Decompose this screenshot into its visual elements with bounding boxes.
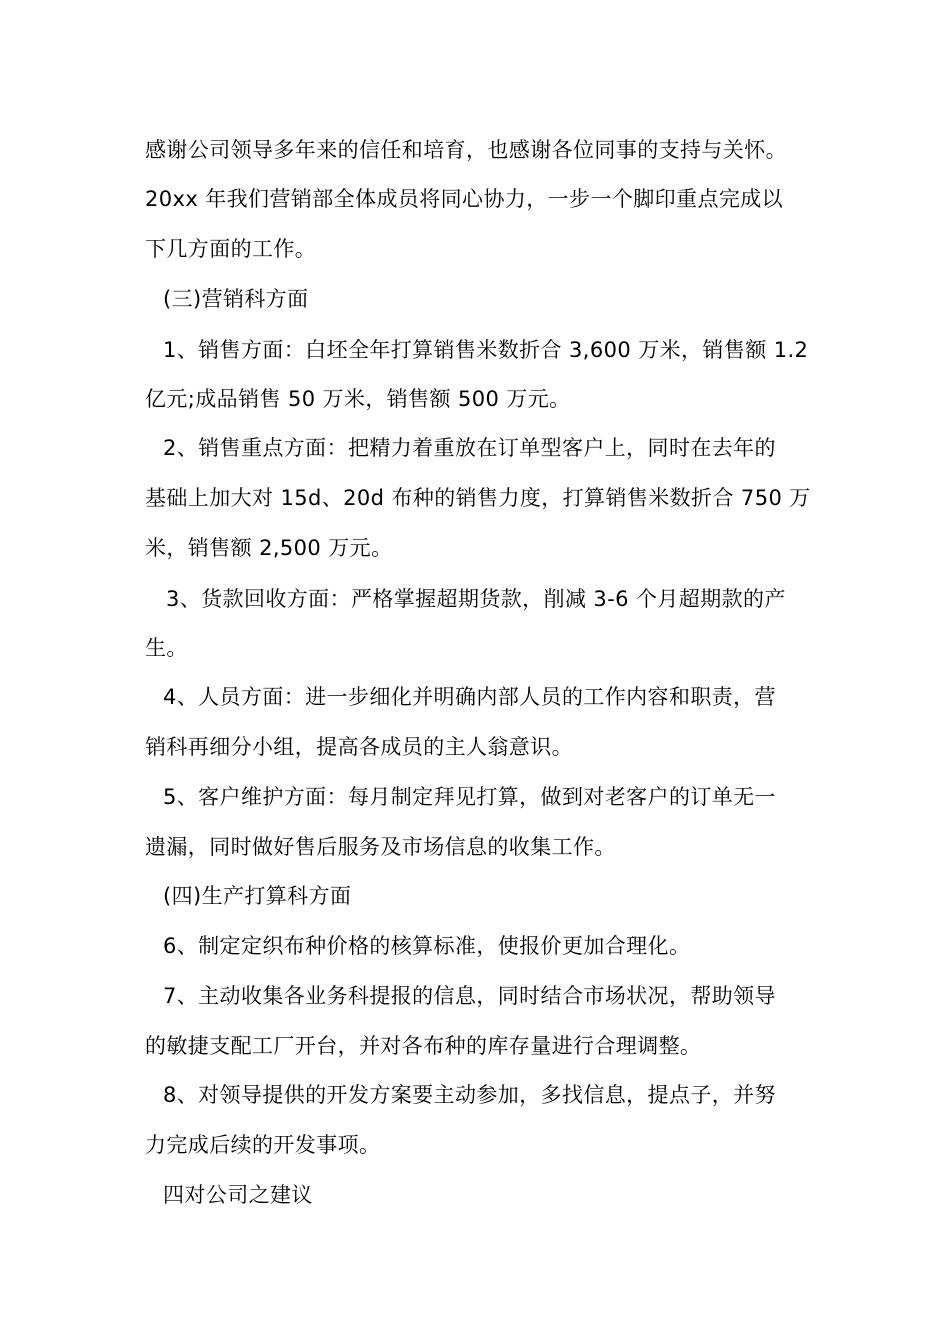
- text-line: 感谢公司领导多年来的信任和培育，也感谢各位同事的支持与关怀。: [145, 138, 787, 162]
- list-item: 2、销售重点方面：把精力着重放在订单型客户上，同时在去年的: [163, 436, 776, 460]
- text-line: 米，销售额 2,500 万元。: [145, 536, 393, 560]
- text-line: 20xx 年我们营销部全体成员将同心协力，一步一个脚印重点完成以: [145, 187, 784, 211]
- list-item: 4、人员方面：进一步细化并明确内部人员的工作内容和职责，营: [163, 685, 776, 709]
- text-line: 基础上加大对 15d、20d 布种的销售力度，打算销售米数折合 750 万: [145, 486, 811, 510]
- text-line: 的敏捷支配工厂开台，并对各布种的库存量进行合理调整。: [145, 1034, 702, 1058]
- list-item: 6、制定定织布种价格的核算标准，使报价更加合理化。: [163, 934, 691, 958]
- list-item: 1、销售方面：白坯全年打算销售米数折合 3,600 万米，销售额 1.2: [163, 338, 809, 362]
- list-item: 8、对领导提供的开发方案要主动参加，多找信息，提点子，并努: [163, 1083, 776, 1107]
- list-item: 5、客户维护方面：每月制定拜见打算，做到对老客户的订单无一: [163, 785, 776, 809]
- text-line: 销科再细分小组，提高各成员的主人翁意识。: [145, 735, 573, 759]
- section-heading: 四对公司之建议: [163, 1183, 313, 1207]
- text-line: 力完成后续的开发事项。: [145, 1133, 381, 1157]
- text-line: 生。: [145, 636, 188, 660]
- section-heading: (三)营销科方面: [163, 287, 309, 311]
- list-item: 3、货款回收方面：严格掌握超期货款，削减 3-6 个月超期款的产: [166, 587, 786, 611]
- list-item: 7、主动收集各业务科提报的信息，同时结合市场状况，帮助领导: [163, 984, 776, 1008]
- text-line: 亿元;成品销售 50 万米，销售额 500 万元。: [145, 387, 571, 411]
- text-line: 下几方面的工作。: [145, 237, 317, 261]
- section-heading: (四)生产打算科方面: [163, 884, 352, 908]
- text-line: 遗漏，同时做好售后服务及市场信息的收集工作。: [145, 835, 616, 859]
